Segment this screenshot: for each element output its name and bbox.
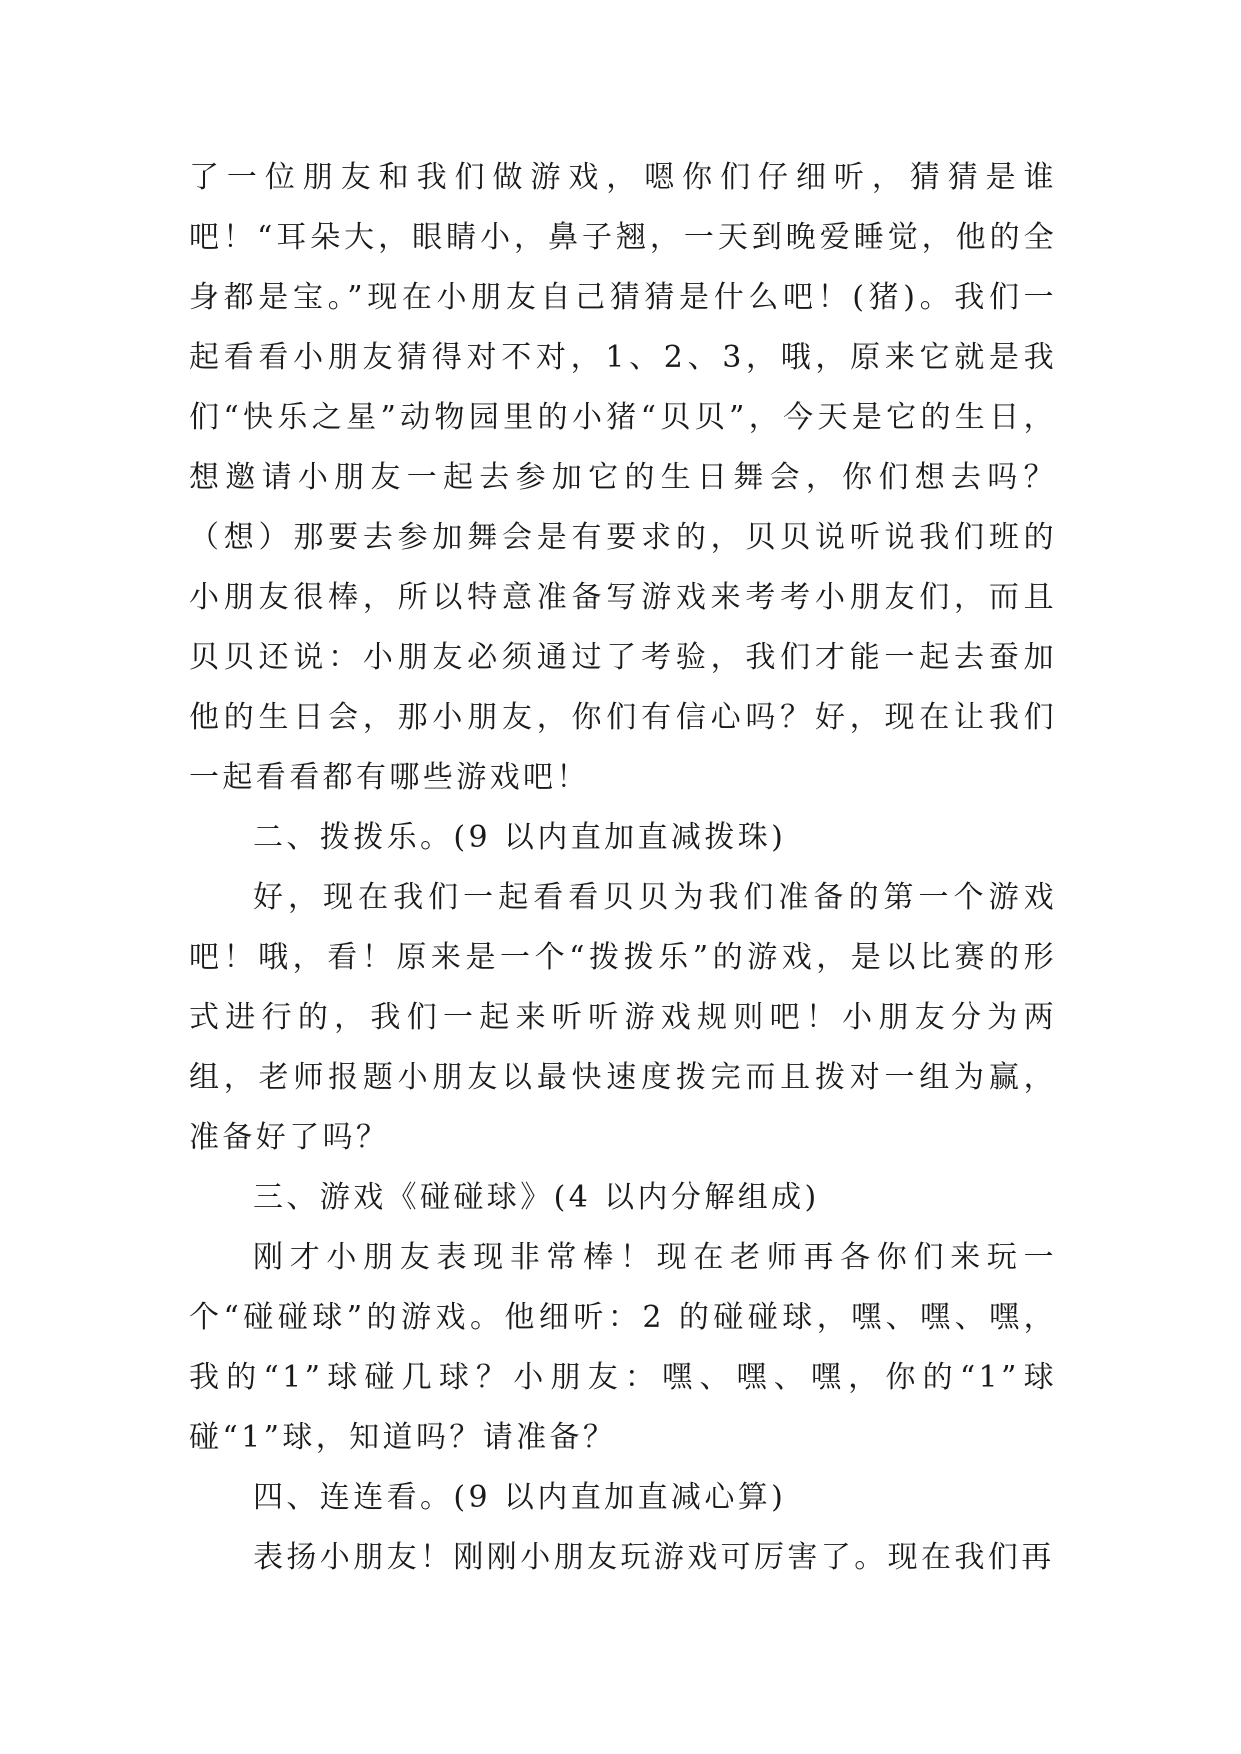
intro-paragraph: 了一位朋友和我们做游戏，嗯你们仔细听，猜猜是谁吧！“耳朵大，眼睛小，鼻子翘，一天到晚爱睡觉，他的全身都是宝。”现在小朋友自己猜猜是什么吧！(猪)。我们一起看看小朋友猜得对不对，1、2、3，哦，原来它就是我们“快乐之星”动物园里的小猪“贝贝”，今天是它的生日，想邀请小朋友一起去参加它的生日舞会，你们想去吗？（想）那要去参加舞会是有要求的，贝贝说听说我们班的小朋友很棒，所以特意准备写游戏来考考小朋友们，而且贝贝还说：小朋友必须通过了考验，我们才能一起去蚕加他的生日会，那小朋友，你们有信心吗？好，现在让我们一起看看都有哪些游戏吧！ — [189, 160, 1057, 795]
section-3-paragraph: 刚才小朋友表现非常棒！现在老师再各你们来玩一个“碰碰球”的游戏。他细听：2 的碰碰球，嘿、嘿、嘿，我的“1”球碰几球？小朋友：嘿、嘿、嘿，你的“1”球碰“1”球，知道吗？请准备？ — [189, 1240, 1057, 1455]
section-heading-3: 三、游戏《碰碰球》(4 以内分解组成) — [253, 1180, 820, 1215]
section-4-paragraph: 表扬小朋友！刚刚小朋友玩游戏可厉害了。现在我们再 — [253, 1540, 1055, 1575]
section-heading-2: 二、拨拨乐。(9 以内直加直减拨珠) — [253, 820, 787, 855]
section-2-paragraph: 好，现在我们一起看看贝贝为我们准备的第一个游戏吧！哦，看！原来是一个“拨拨乐”的游戏，是以比赛的形式进行的，我们一起来听听游戏规则吧！小朋友分为两组，老师报题小朋友以最快速度拨完而且拨对一组为赢，准备好了吗？ — [189, 880, 1057, 1155]
section-heading-4: 四、连连看。(9 以内直加直减心算) — [253, 1480, 787, 1515]
document-page — [189, 148, 1057, 1588]
